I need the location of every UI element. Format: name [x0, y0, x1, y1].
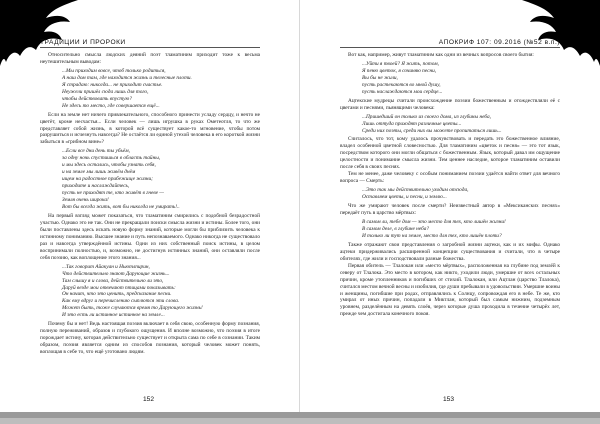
poem-block: [62, 68, 260, 110]
poem-line: и мы здесь остались, чтобы узнать себя,: [62, 162, 156, 169]
poem-line: Среди них поэты, среди них вы можете пропитаться лишь...: [362, 127, 502, 134]
paragraph: Вот как, например, живут тламатиним как одни из вечных вопросов своего бытия:: [348, 52, 534, 58]
poem-block: [62, 148, 260, 211]
poem-block: [362, 114, 560, 135]
text-column: [40, 52, 260, 392]
poem-line: И это есть ли истинное истинное на земле...: [62, 312, 165, 319]
header-rule: [340, 47, 560, 48]
poem-line: пусть не приходят те, кто живёт в гневе —: [62, 190, 165, 197]
poem-line: Неужели пришёл сюда лишь для того,: [62, 88, 149, 95]
poem-block: [62, 264, 260, 320]
poem-line: В самом деле, в глубине неба?: [362, 225, 430, 232]
paragraph: Ацтекские мудрецы считали происхождение поэзии божественным и отождествляли её с цветами и песнями, пьянящими человека:: [340, 97, 560, 111]
poem-line: И только ли тут на земле, место для тех, кто лишён плоти?: [362, 232, 502, 239]
poem-line: ...Так говорит Айакуан и Ньютлпирин,: [62, 263, 150, 270]
poem-line: Оставляем цветы, и песни, и землю...: [362, 194, 447, 201]
poem-line: Я пеню цветок, я сочиняю песни,: [362, 67, 437, 74]
poem-line: Там слышу я и слова, действительно ли это,: [62, 277, 164, 284]
paragraph: Первая обитель — Тлалокан или «место мёртвых», расположенная на глубине под землёй к северу от Тлалока. Это место в котором, как никто, уходили люди, умершие от всех остальных причин, кроме утопленников и погибших от стихий. Тлалокан, или Ацтлан (царство Тлалока), считался местом вечной весны и изобилия, где души пребывали в удовольствии. Умершие воины и женщины, погибшие при родах, отправлялись к Солнцу, сопровождая его в небе. Те же, кто умирал от иных причин, попадали в Миктлан, который был самым нижним, подземным уровнем, разделённым на девять слоёв, через которые душа проходила в течение четырёх лет, прежде чем достигала конечного покоя.: [340, 262, 560, 318]
running-head: АПОКРИФ 107: 09.2016 (№52 в.п.): [438, 39, 560, 46]
poem-line: ищем на радостное прибежище жизни;: [62, 176, 153, 183]
poem-line: ...Пришедший он только из своего дома, из глубины неба,: [362, 113, 492, 120]
poem-block: [362, 187, 560, 201]
poem-line: пусть наслаждаются мои сердце...: [362, 88, 443, 95]
poem-line: Земля очень широка!: [62, 197, 109, 204]
poem-line: А наш дом там, где находится жизнь и телесные плоти.: [62, 74, 192, 81]
bottom-band: [0, 412, 600, 424]
running-head: ТРАДИЦИИ И ПРОРОКИ: [40, 39, 126, 46]
poem-line: Лишь оттуда приходят различные цветы...: [362, 120, 462, 127]
poem-line: ...Мы приходим вовсе, чтоб только родиться,: [62, 67, 166, 74]
poem-line: Может быть, тоже случаются время то Дарующего жизнь!: [62, 305, 203, 312]
poem-line: Вот бы всегда жить, вот бы никогда не умирать!..: [62, 204, 180, 211]
page-number: 152: [143, 396, 155, 403]
right-page: [300, 0, 600, 424]
poem-line: Даруй везде мои отвечают птицами показывать:: [62, 284, 176, 291]
paragraph: Если на земле нет ничего привлекательного, способного принести усладу сердцу, и нечто не цветёт, кроме несчастья... Если человек — лишь игрушка в руках Ометеотля, то что же представляет собой жизнь, в которой всё существует какое-то мгновение, чтобы потом разрушиться и исчезнуть навсегда? Не остаётся ли единой утехой человека в его короткой жизни забыться в «грибном вине»?: [40, 111, 260, 146]
paragraph: Считалось, что тот, кому удалось прочувствовать и передать это божественное влияние, владел особенной цветной словесностью. Для тламатиним «цветок и песня» — это тот язык, посредством которого они могли общаться с божественным. Язык, который давал им ощущение целостности и понимание смысла жизни. Тем ценнее наследие, которое тламатиним оставили после себя в своих песнях.: [340, 136, 560, 171]
paragraph: Тем не менее, даже человеку с особым пониманием поэзии удаётся найти ответ для вечного вопроса — Смерть:: [340, 171, 560, 185]
header-rule: [40, 47, 260, 48]
poem-line: ...Уйти я твоей? Я жить, потом,: [362, 60, 439, 67]
paragraph: Относительно смысла людских деяний поэт тламатиним приходит тоже к весьма неутешительным выводам:: [40, 52, 260, 65]
paragraph: На первый взгляд может показаться, что тламатиним смирились с подобной безрадостной участью. Однако это не так. Они не прекращали поиски смысла жизни и истины. Более того, они были поставлены здесь искать новую форму знаний, которые могли бы приблизить человека к истинному пониманию. Высшее знание и путь непознаваемого. Однако никогда не существовало раз и навсегда утверждённой истины. Одни из них собственный поиск истины, в целом воспринимали полностью, и, возможно, не достигнув истинных знаний, они оставляли после себя поэзию, как воплощение этого знания...: [40, 212, 260, 261]
poem-line: В самом ли, тебе дом — это место для тех, кто лишён жизни!: [362, 218, 506, 225]
poem-line: приходите и наслаждайтесь,: [62, 183, 130, 190]
poem-line: Он начит, что это ценить, предсказание песни.: [62, 291, 172, 298]
poem-line: и на земле мы лишь живём днём: [62, 169, 136, 176]
paragraph: Почему бы и нет! Ведь настоящая поэзия включает в себя свою, особенную форму познания, полную переживаний, образов и глубокого ощущения. И вполне возможно, что поэзия в итоге порождает истину, которая действительно существует и открыта сама по себе в сознании. Таким образом, поэзия является одним из способов познания, который человек может понять, воплощая в себе то, что ещё уготовано людям.: [40, 321, 260, 356]
poem-line: Как ему вдруг и перечислению сыплются эти слова.: [62, 298, 180, 305]
poem-line: Не здесь то место, где совершается ещё...: [62, 102, 160, 109]
poem-block: [362, 61, 560, 96]
poem-line: ...Это так мы действительно уходим отсюда,: [362, 187, 469, 194]
poem-line: Вы бы не жили,: [362, 74, 398, 81]
paragraph: Что же умирают человек после смерти? Неизвестный автор в «Мексиканских песнях» передаёт путь в царство мёртвых:: [340, 203, 560, 217]
poem-line: за одну ночь спустишься в область тайны,: [62, 155, 161, 162]
paragraph: Также отражают свои представления о загробной жизни ацтеки, как и их мифы. Однако ацтеки придерживались расширенной концепции существования и считали, что в четыре обителях, где жили и господствовали разные божества.: [340, 241, 560, 262]
poem-line: ...Если все дни день ты убьём,: [62, 148, 130, 155]
poem-block: [362, 219, 560, 240]
page-number: 153: [443, 396, 455, 403]
poem-line: пусть растекаются во мной душу,: [362, 81, 441, 88]
poem-line: Что действительно знают Дарующие жизнь...: [62, 270, 170, 277]
poem-line: чтобы действовать впустую?: [62, 95, 132, 102]
poem-line: Я страдаю: никогда... не приходит счастье.: [62, 81, 163, 88]
text-column: [340, 52, 560, 392]
